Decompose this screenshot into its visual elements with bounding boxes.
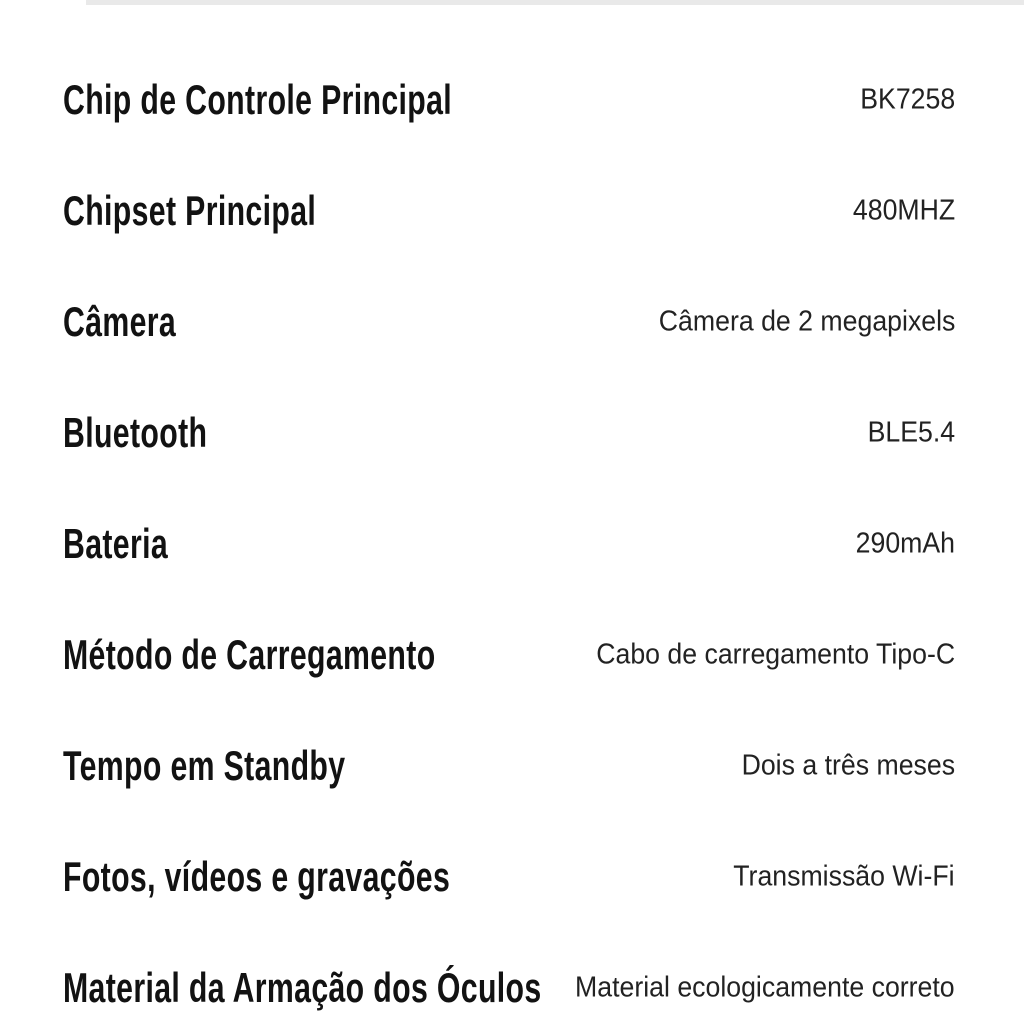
spec-label: Tempo em Standby	[63, 741, 346, 789]
spec-label: Chipset Principal	[63, 186, 317, 234]
spec-value: Câmera de 2 megapixels	[658, 305, 955, 337]
spec-value: BK7258	[860, 83, 955, 115]
spec-row	[0, 710, 1024, 821]
spec-value: 290mAh	[855, 527, 955, 559]
spec-label: Chip de Controle Principal	[63, 75, 453, 123]
spec-row	[0, 44, 1024, 155]
spec-label: Método de Carregamento	[63, 630, 436, 678]
spec-label: Bateria	[63, 519, 169, 567]
spec-value: Transmissão Wi-Fi	[733, 860, 955, 892]
spec-label: Fotos, vídeos e gravações	[63, 852, 451, 900]
spec-row	[0, 377, 1024, 488]
spec-row	[0, 932, 1024, 1024]
spec-value: Dois a três meses	[741, 749, 955, 781]
spec-row	[0, 488, 1024, 599]
spec-value: BLE5.4	[867, 416, 955, 448]
spec-label: Câmera	[63, 297, 177, 345]
spec-value: Material ecologicamente correto	[575, 971, 955, 1003]
spec-table	[0, 44, 1024, 1024]
spec-row	[0, 266, 1024, 377]
spec-row	[0, 155, 1024, 266]
spec-row	[0, 599, 1024, 710]
spec-label: Bluetooth	[63, 408, 208, 456]
top-divider	[86, 0, 1024, 5]
spec-label: Material da Armação dos Óculos	[63, 963, 542, 1011]
spec-row	[0, 821, 1024, 932]
spec-value: 480MHZ	[852, 194, 955, 226]
spec-value: Cabo de carregamento Tipo-C	[596, 638, 955, 670]
